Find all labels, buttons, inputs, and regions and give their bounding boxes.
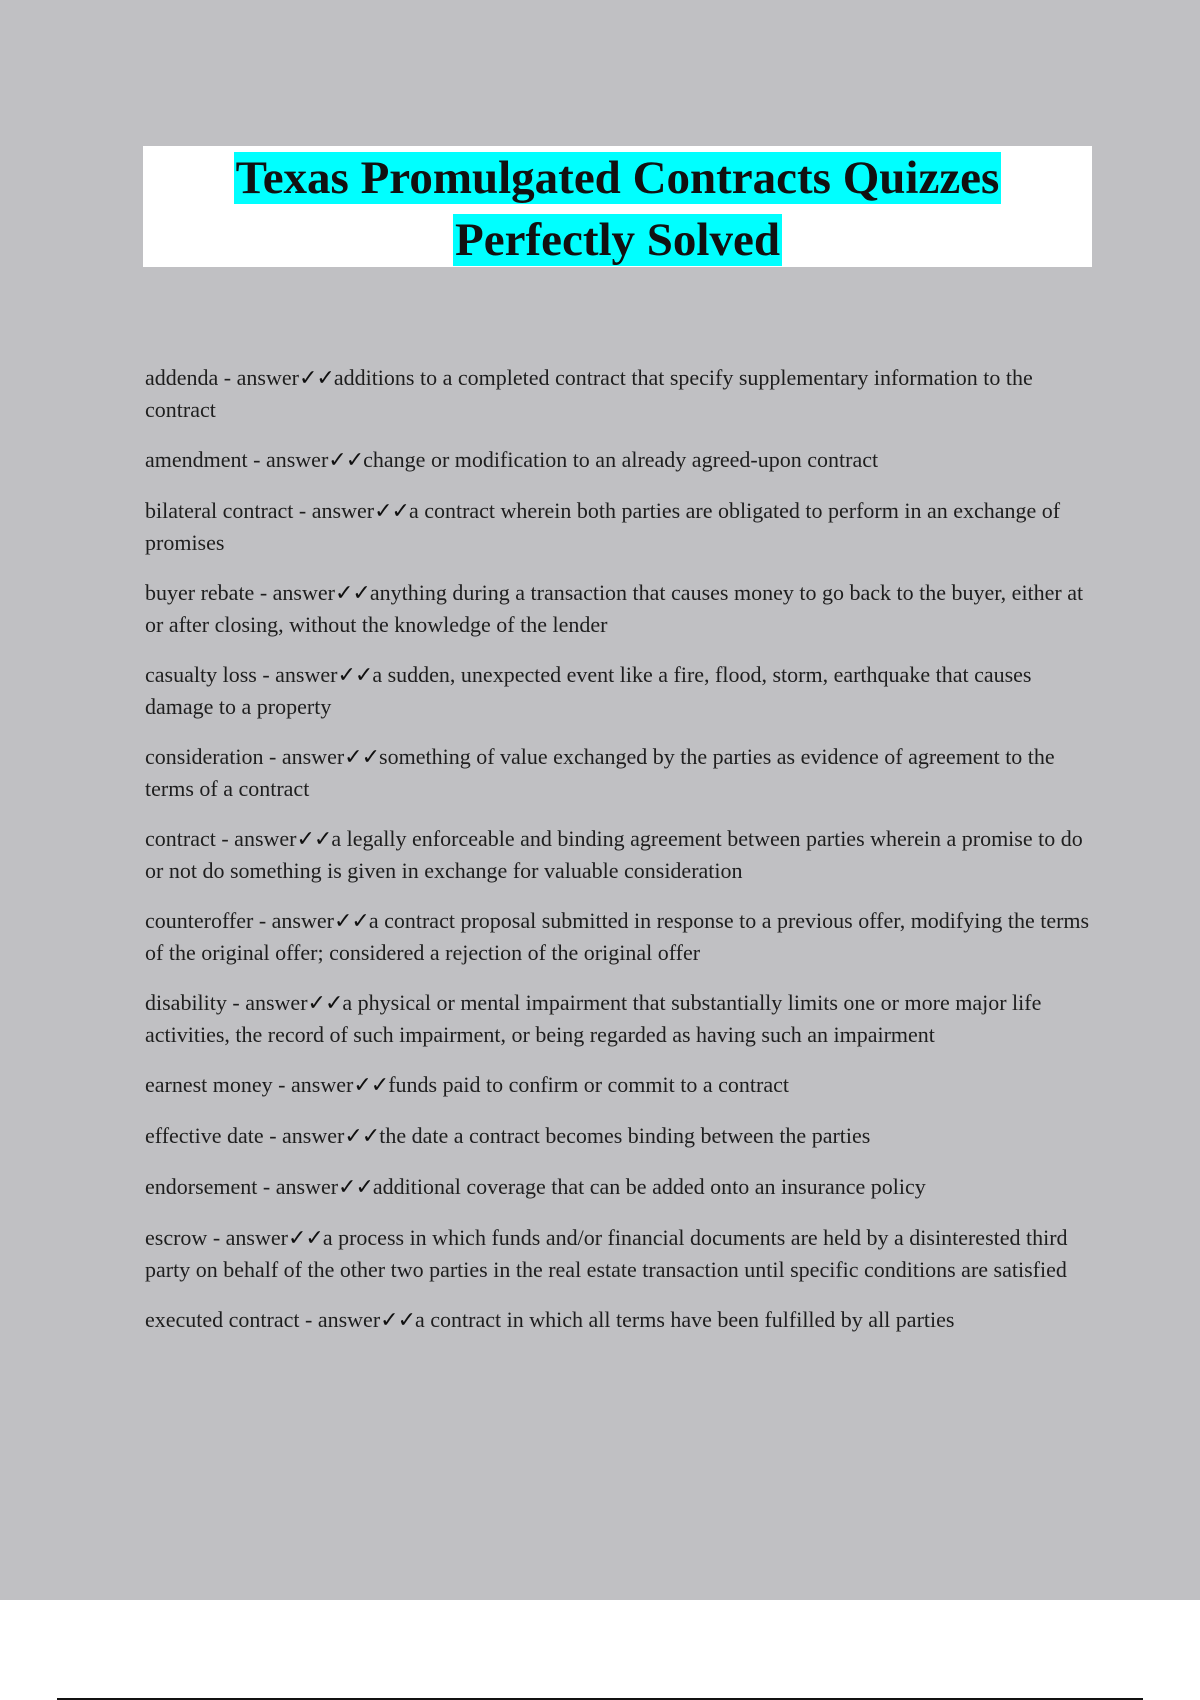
entry-definition: a contract in which all terms have been fulfilled by all parties [415, 1307, 955, 1332]
entry-term: counteroffer [145, 908, 254, 933]
entry-separator: - answer [263, 744, 345, 769]
page-title-line-1: Texas Promulgated Contracts Quizzes [235, 152, 1000, 204]
glossary-entry [145, 1171, 1095, 1203]
glossary-entry [145, 495, 1095, 558]
glossary-entry [145, 577, 1095, 640]
glossary-entry [145, 823, 1095, 886]
entry-separator: - answer [263, 1123, 345, 1148]
entry-separator: - answer [226, 990, 308, 1015]
entry-separator: - answer [299, 1307, 381, 1332]
entry-definition: a physical or mental impairment that substantially limits one or more major life activities, the record of such impairment, or being regarded as having such an impairment [145, 990, 1042, 1047]
entry-term: earnest money [145, 1072, 273, 1097]
entry-term: bilateral contract [145, 498, 294, 523]
entry-term: contract [145, 826, 216, 851]
check-icon: ✓✓ [287, 1226, 323, 1251]
check-icon: ✓✓ [298, 366, 334, 391]
entry-definition: a process in which funds and/or financial documents are held by a disinterested third party on behalf of the other two parties in the real estate transaction until specific conditions are satisfied [145, 1225, 1068, 1282]
entry-definition: the date a contract becomes binding between the parties [379, 1123, 871, 1148]
entry-definition: a sudden, unexpected event like a fire, flood, storm, earthquake that causes damage to a property [145, 662, 1032, 719]
check-icon: ✓✓ [337, 663, 373, 688]
check-icon: ✓✓ [338, 1175, 373, 1200]
check-icon: ✓✓ [353, 1073, 389, 1098]
check-icon: ✓✓ [344, 1124, 380, 1149]
check-icon: ✓✓ [328, 448, 364, 473]
check-icon: ✓✓ [344, 745, 380, 770]
glossary-entry [145, 444, 1095, 476]
entry-separator: - answer [254, 580, 335, 605]
entry-definition: something of value exchanged by the parties as evidence of agreement to the terms of a contract [145, 744, 1055, 801]
entry-term: addenda [145, 365, 219, 390]
entry-definition: additions to a completed contract that specify supplementary information to the contract [145, 365, 1033, 422]
check-icon: ✓✓ [380, 1308, 416, 1333]
glossary-entry [145, 741, 1095, 804]
entry-definition: additional coverage that can be added onto an insurance policy [372, 1174, 926, 1199]
entry-term: disability [145, 990, 227, 1015]
check-icon: ✓✓ [334, 581, 370, 606]
title-box [143, 146, 1092, 267]
entry-term: endorsement [145, 1174, 258, 1199]
entry-term: buyer rebate [145, 580, 255, 605]
check-icon: ✓✓ [296, 827, 332, 852]
entry-term: amendment [145, 447, 248, 472]
glossary-entry [145, 987, 1095, 1050]
entry-term: casualty loss [145, 662, 257, 687]
entry-term: effective date [145, 1123, 264, 1148]
entry-definition: funds paid to confirm or commit to a contract [388, 1072, 789, 1097]
glossary-entry [145, 659, 1095, 722]
glossary-entry [145, 1222, 1095, 1285]
glossary-entry [145, 1069, 1095, 1101]
entry-separator: - answer [272, 1072, 354, 1097]
check-icon: ✓✓ [374, 499, 409, 524]
glossary-list [145, 362, 1095, 1355]
glossary-entry [145, 905, 1095, 968]
entry-definition: a legally enforceable and binding agreement between parties wherein a promise to do or not do something is given in exchange for valuable consideration [145, 826, 1083, 883]
glossary-entry [145, 1120, 1095, 1152]
entry-separator: - answer [256, 662, 338, 687]
page-title-line-2: Perfectly Solved [455, 214, 780, 266]
check-icon: ✓✓ [307, 991, 343, 1016]
entry-term: escrow [145, 1225, 208, 1250]
check-icon: ✓✓ [333, 909, 369, 934]
entry-separator: - answer [257, 1174, 339, 1199]
entry-term: consideration [145, 744, 264, 769]
entry-separator: - answer [293, 498, 375, 523]
glossary-entry [145, 1304, 1095, 1336]
entry-separator: - answer [253, 908, 334, 933]
entry-term: executed contract [145, 1307, 300, 1332]
glossary-entry [145, 362, 1095, 425]
entry-definition: change or modification to an already agreed-upon contract [363, 447, 879, 472]
entry-separator: - answer [218, 365, 299, 390]
entry-separator: - answer [207, 1225, 288, 1250]
entry-separator: - answer [247, 447, 329, 472]
entry-definition: anything during a transaction that causes money to go back to the buyer, either at or after closing, without the knowledge of the lender [145, 580, 1084, 637]
entry-definition: a contract proposal submitted in response to a previous offer, modifying the terms of the original offer; considered a rejection of the original offer [145, 908, 1090, 965]
entry-separator: - answer [215, 826, 297, 851]
entry-definition: a contract wherein both parties are obligated to perform in an exchange of promises [145, 498, 1061, 555]
